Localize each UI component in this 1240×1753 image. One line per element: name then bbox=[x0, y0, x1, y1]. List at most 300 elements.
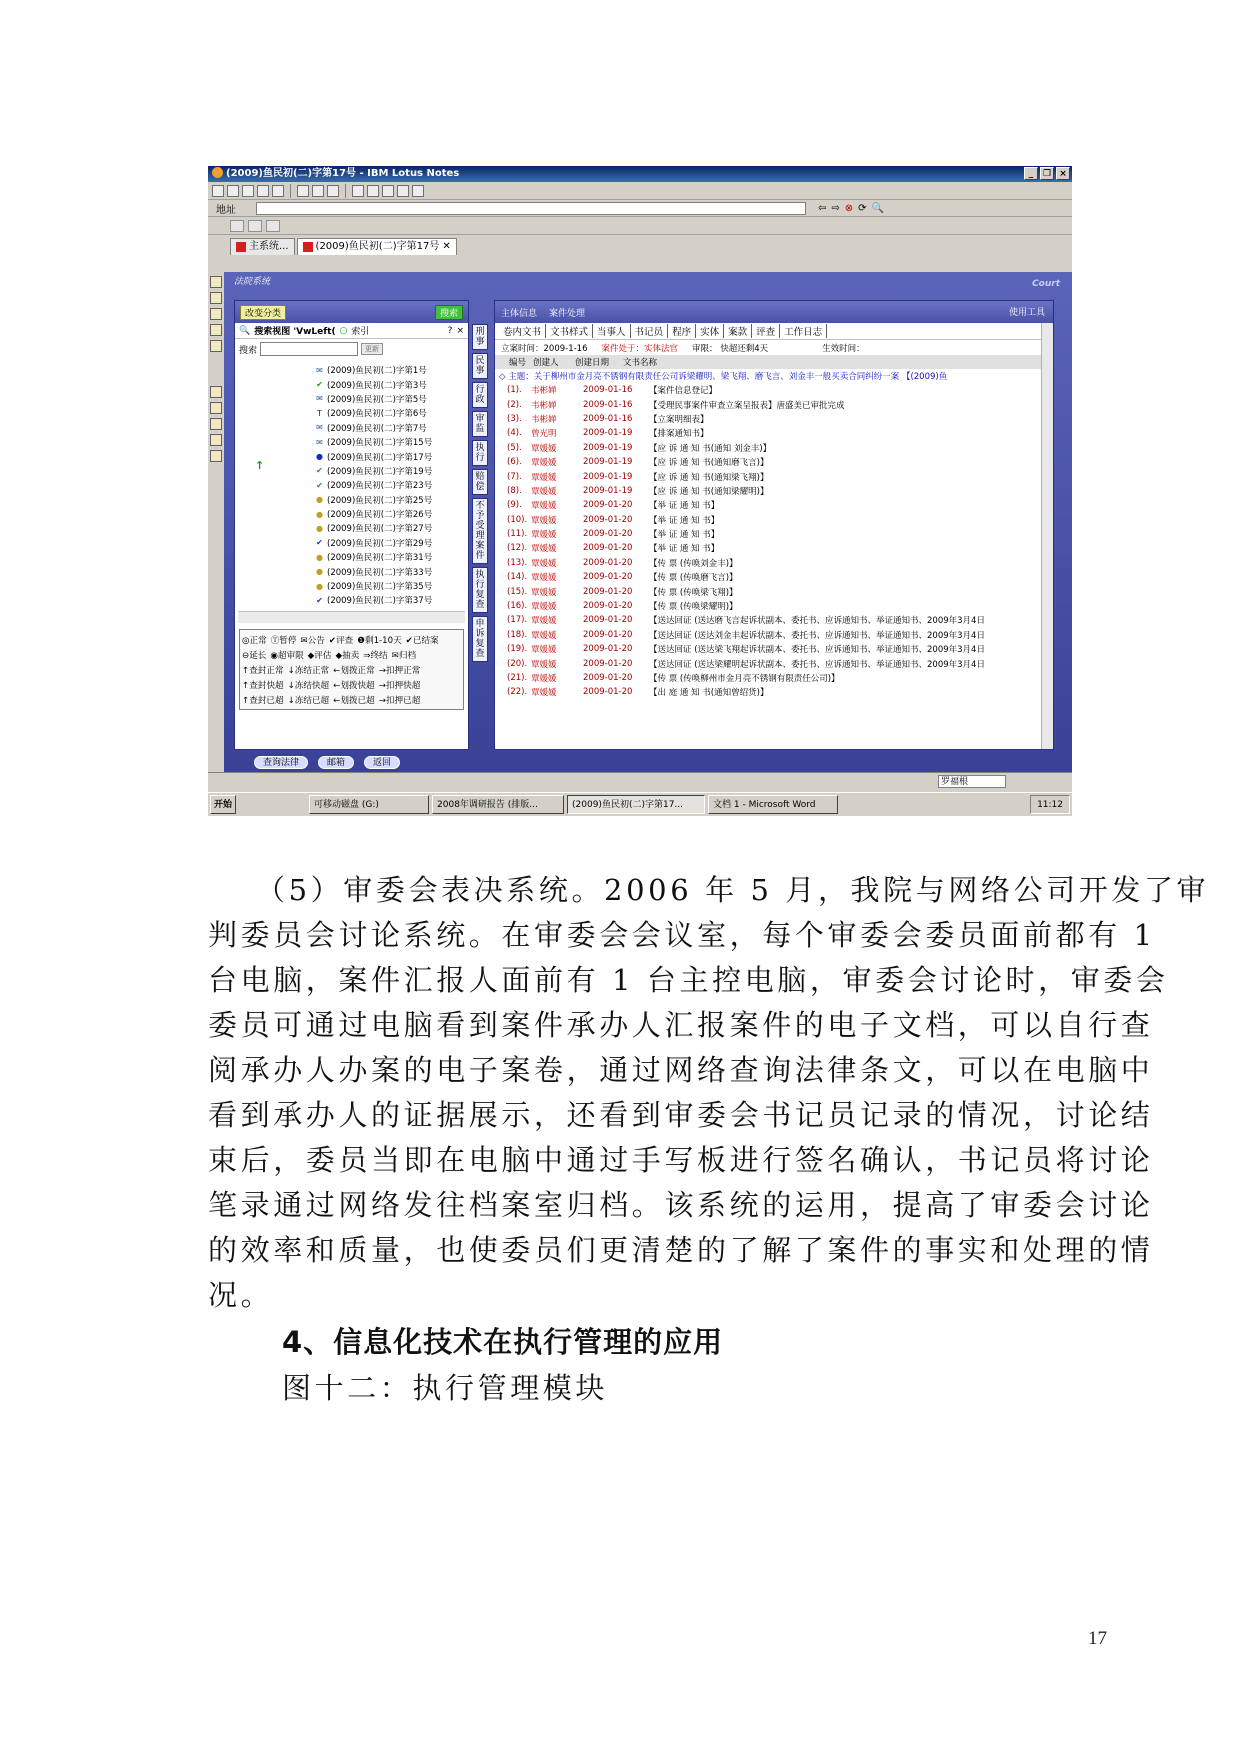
notes-screenshot bbox=[208, 166, 1072, 816]
side-tab[interactable]: 行政 bbox=[472, 382, 488, 408]
case-list-panel bbox=[234, 300, 469, 750]
document-row[interactable] bbox=[495, 556, 1053, 570]
case-status-icon: ✔ bbox=[316, 595, 323, 605]
doc-tab[interactable]: 书记员 bbox=[631, 324, 669, 338]
query-law-button[interactable]: 查询法律 bbox=[254, 756, 308, 769]
app-brand: 法院系统 bbox=[234, 277, 271, 287]
side-tab[interactable]: 申诉复查 bbox=[472, 616, 488, 662]
case-tree-label: (2009)鱼民初(二)字第33号 bbox=[327, 567, 433, 578]
legend-row bbox=[242, 632, 461, 647]
case-tree-item[interactable] bbox=[235, 493, 468, 507]
doc-tab[interactable]: 案款 bbox=[724, 324, 752, 338]
case-tree-item[interactable] bbox=[235, 449, 468, 463]
doc-date: 2009-01-20 bbox=[583, 629, 633, 640]
doc-date: 2009-01-20 bbox=[583, 514, 633, 525]
side-tab[interactable]: 执行 bbox=[472, 440, 488, 466]
doc-title: 【传 票 (传唤柳州市金月亮不锈钢有限责任公司)】 bbox=[649, 674, 840, 684]
open-icon[interactable] bbox=[227, 185, 239, 197]
move-down-icon[interactable] bbox=[367, 185, 379, 197]
doc-number: (19). bbox=[507, 644, 528, 655]
bookmark-icon[interactable] bbox=[210, 386, 222, 398]
mail-icon[interactable] bbox=[257, 185, 269, 197]
doc-title: 【应 诉 通 知 书(通知梁飞翔)】 bbox=[649, 472, 769, 483]
close-tab-icon[interactable]: ✕ bbox=[442, 241, 451, 252]
doc-creator: 覃媛媛 bbox=[531, 602, 557, 613]
document-row[interactable] bbox=[495, 656, 1053, 670]
doc-date: 2009-01-20 bbox=[583, 586, 633, 597]
task-report-doc[interactable]: 2008年调研报告 (排版... bbox=[432, 795, 564, 814]
case-status-icon: ✉ bbox=[316, 365, 323, 375]
help-icon[interactable]: ? bbox=[447, 325, 453, 336]
address-input[interactable] bbox=[256, 202, 806, 215]
bookmark-icon[interactable] bbox=[210, 418, 222, 430]
legend-item: ←划拨已超 bbox=[333, 695, 375, 706]
side-tab[interactable]: 执行复查 bbox=[472, 567, 488, 613]
paragraph-line: 束后，委员当即在电脑中通过手写板进行签名确认，书记员将讨论 bbox=[208, 1143, 1154, 1177]
case-tree-item[interactable] bbox=[235, 464, 468, 478]
document-row[interactable] bbox=[495, 455, 1053, 469]
case-tree-item[interactable] bbox=[235, 564, 468, 578]
doc-title: 【案件信息登记】 bbox=[649, 386, 718, 397]
back-button[interactable]: 返回 bbox=[364, 756, 400, 769]
minimize-button[interactable]: _ bbox=[1024, 167, 1038, 180]
document-row[interactable] bbox=[495, 613, 1053, 627]
doc-number: (5). bbox=[507, 442, 522, 453]
case-tree-item[interactable] bbox=[235, 392, 468, 406]
nav-buttons bbox=[818, 203, 884, 214]
paragraph-line: 台电脑，案件汇报人面前有 1 台主控电脑，审委会讨论时，审委会 bbox=[208, 963, 1169, 997]
doc-number: (13). bbox=[507, 557, 528, 568]
window-tabs bbox=[208, 235, 1072, 255]
doc-date: 2009-01-19 bbox=[583, 471, 633, 482]
case-status-icon: ● bbox=[316, 495, 323, 505]
address-bar bbox=[208, 200, 1072, 217]
case-tree-item[interactable] bbox=[235, 363, 468, 377]
paragraph-line: 笔录通过网络发往档案室归档。该系统的运用，提高了审委会讨论 bbox=[208, 1188, 1154, 1222]
legend-item: →扣押快超 bbox=[378, 680, 421, 691]
doc-creator: 覃媛媛 bbox=[531, 659, 557, 670]
legend-item: ◆评估 bbox=[307, 650, 332, 661]
legend-item: ←划拨正常 bbox=[333, 665, 375, 676]
legend-item: →扣押已超 bbox=[378, 695, 421, 706]
paragraph-line: 委员可通过电脑看到案件承办人汇报案件的电子文档，可以自行查 bbox=[208, 1008, 1154, 1042]
doc-date: 2009-01-20 bbox=[583, 543, 633, 554]
expand-icon[interactable] bbox=[382, 185, 394, 197]
document-row[interactable] bbox=[495, 541, 1053, 555]
case-tree-item[interactable] bbox=[235, 579, 468, 593]
close-icon[interactable]: × bbox=[456, 325, 464, 336]
back-icon[interactable]: ⇦ bbox=[818, 202, 827, 214]
doc-creator: 覃媛媛 bbox=[531, 501, 557, 512]
legend-item: ◎正常 bbox=[242, 635, 267, 646]
flag-icon bbox=[236, 242, 246, 252]
case-tree-label: (2009)鱼民初(二)字第31号 bbox=[327, 553, 433, 564]
col-date[interactable]: 创建日期 bbox=[575, 358, 610, 368]
doc-creator: 覃媛媛 bbox=[531, 630, 557, 641]
doc-title: 【送达回证 (送达梁飞翔起诉状副本、委托书、应诉通知书、举证通知书、2009年3月4日 bbox=[649, 645, 985, 656]
print-icon[interactable] bbox=[272, 185, 284, 197]
paragraph-line: 阅承办人办案的电子案卷，通过网络查询法律条文，可以在电脑中 bbox=[208, 1053, 1154, 1087]
doc-date: 2009-01-19 bbox=[583, 485, 633, 496]
doc-title: 【举 证 通 知 书】 bbox=[649, 530, 720, 541]
case-status-icon: ✔ bbox=[316, 380, 323, 390]
doc-tab[interactable]: 文书样式 bbox=[546, 324, 593, 338]
toolbar-button-icon[interactable] bbox=[248, 220, 262, 232]
doc-date: 2009-01-20 bbox=[583, 500, 633, 511]
side-tab[interactable]: 不予受理案件 bbox=[472, 498, 488, 564]
task-removable-disk[interactable]: 可移动磁盘 (G:) bbox=[309, 795, 429, 814]
case-tree-item[interactable] bbox=[235, 521, 468, 535]
doc-creator: 覃媛媛 bbox=[531, 645, 557, 656]
case-detail-header bbox=[495, 301, 1053, 323]
doc-number: (20). bbox=[507, 658, 528, 669]
search-row bbox=[235, 339, 468, 359]
doc-title: 【传 票 (传唤梁飞翔)】 bbox=[649, 587, 738, 598]
legend-item: ◉超审限 bbox=[270, 650, 304, 661]
doc-title: 【受理民事案件审查立案呈报表】唐盛美已审批完成 bbox=[649, 400, 845, 411]
move-up-icon[interactable] bbox=[352, 185, 364, 197]
case-status-icon: ✉ bbox=[316, 394, 323, 404]
secondary-toolbar bbox=[208, 217, 1072, 235]
doc-number: (1). bbox=[507, 385, 522, 396]
effective-time: 生效时间： bbox=[822, 343, 865, 354]
restore-button[interactable]: ❐ bbox=[1040, 167, 1054, 180]
app-header bbox=[224, 272, 1072, 294]
case-tree-label: (2009)鱼民初(二)字第23号 bbox=[327, 481, 433, 492]
doc-creator: 覃媛媛 bbox=[531, 530, 557, 541]
bottom-buttons bbox=[254, 756, 400, 769]
case-tree-item[interactable] bbox=[235, 593, 468, 607]
doc-number: (8). bbox=[507, 485, 522, 496]
doc-title: 【送达回证 (送达梁耀明起诉状副本、委托书、应诉通知书、举证通知书、2009年3月4日 bbox=[649, 659, 985, 670]
document-row[interactable] bbox=[495, 484, 1053, 498]
doc-title: 【传 票 (传唤磨飞言)】 bbox=[649, 573, 738, 584]
bookmark-icon[interactable] bbox=[210, 450, 222, 462]
tab-main-system[interactable]: 主系统... bbox=[230, 238, 295, 255]
document-row[interactable] bbox=[495, 570, 1053, 584]
case-status-icon: ✔ bbox=[316, 538, 323, 548]
doc-tab[interactable]: 卷内文书 bbox=[499, 324, 546, 338]
doc-date: 2009-01-20 bbox=[583, 529, 633, 540]
cut-icon[interactable] bbox=[297, 185, 309, 197]
case-tree-item[interactable] bbox=[235, 406, 468, 420]
case-detail-panel bbox=[494, 300, 1054, 750]
doc-number: (9). bbox=[507, 500, 522, 511]
current-user[interactable]: 罗福根 bbox=[938, 775, 1006, 788]
paragraph-line: 况。 bbox=[208, 1278, 274, 1312]
case-stage: 案件处于：实体法官 bbox=[601, 343, 679, 354]
toolbar-button-icon[interactable] bbox=[266, 220, 280, 232]
tools-button[interactable]: 使用工具 bbox=[1008, 308, 1045, 318]
case-tree-label: (2009)鱼民初(二)字第27号 bbox=[327, 524, 433, 535]
task-word-doc[interactable]: 文档 1 - Microsoft Word bbox=[708, 795, 838, 814]
case-tree-label: (2009)鱼民初(二)字第29号 bbox=[327, 538, 433, 549]
toolbar-divider bbox=[290, 184, 291, 198]
taskbar bbox=[208, 792, 1072, 816]
doc-date: 2009-01-16 bbox=[583, 399, 633, 410]
document-row[interactable] bbox=[495, 584, 1053, 598]
doc-title: 【排案通知书】 bbox=[649, 429, 709, 440]
doc-date: 2009-01-20 bbox=[583, 557, 633, 568]
home-icon[interactable] bbox=[212, 185, 224, 197]
legend-item: Ⓣ暂停 bbox=[270, 635, 297, 646]
bookmark-icon[interactable] bbox=[210, 292, 222, 304]
case-tree-item[interactable] bbox=[235, 478, 468, 492]
tab-case[interactable]: (2009)鱼民初(二)字第17号 ✕ bbox=[297, 238, 457, 255]
toolbar-button-icon[interactable] bbox=[230, 220, 244, 232]
search-icon: 🔍 bbox=[239, 325, 251, 336]
case-status-icon: ✉ bbox=[316, 423, 323, 433]
legend-item: ↑查封已超 bbox=[242, 695, 284, 706]
doc-creator: 覃媛媛 bbox=[531, 472, 557, 483]
collapse-icon[interactable] bbox=[397, 185, 409, 197]
legend-row bbox=[242, 662, 461, 677]
paragraph-line: 判委员会讨论系统。在审委会会议室，每个审委会委员面前都有 1 bbox=[208, 918, 1156, 952]
radio-icon[interactable]: ○ bbox=[339, 325, 348, 336]
doc-title: 【举 证 通 知 书】 bbox=[649, 544, 720, 555]
bookmark-icon[interactable] bbox=[210, 402, 222, 414]
case-status-icon: ✔ bbox=[316, 480, 323, 490]
bookmark-icon[interactable] bbox=[210, 276, 222, 288]
mailbox-button[interactable]: 邮箱 bbox=[318, 756, 354, 769]
case-status-icon: ● bbox=[316, 452, 323, 462]
case-status-icon: ✔ bbox=[316, 466, 323, 476]
document-row[interactable] bbox=[495, 513, 1053, 527]
search-go-button[interactable]: 更新 bbox=[361, 343, 383, 355]
system-clock: 11:12 bbox=[1030, 795, 1070, 814]
legend-item: ✔评查 bbox=[328, 635, 354, 646]
doc-date: 2009-01-20 bbox=[583, 601, 633, 612]
document-row[interactable] bbox=[495, 441, 1053, 455]
case-tree-item[interactable] bbox=[235, 377, 468, 391]
doc-title: 【举 证 通 知 书】 bbox=[649, 515, 720, 526]
doc-creator: 覃媛媛 bbox=[531, 443, 557, 454]
document-row[interactable] bbox=[495, 397, 1053, 411]
document-row[interactable] bbox=[495, 469, 1053, 483]
case-tree-item[interactable] bbox=[235, 507, 468, 521]
col-number[interactable]: 编号 bbox=[509, 358, 527, 368]
close-button[interactable]: × bbox=[1056, 167, 1070, 180]
case-tree-label: (2009)鱼民初(二)字第35号 bbox=[327, 582, 433, 593]
legend-item: ✉公告 bbox=[300, 635, 325, 646]
legend-item: ⊖延长 bbox=[242, 650, 267, 661]
case-status-icon: ● bbox=[316, 567, 323, 577]
bookmark-icon[interactable] bbox=[210, 340, 222, 352]
doc-date: 2009-01-20 bbox=[583, 673, 633, 683]
doc-number: (6). bbox=[507, 457, 522, 468]
case-list-header bbox=[235, 301, 468, 323]
doc-date: 2009-01-20 bbox=[583, 644, 633, 655]
main-toolbar bbox=[208, 182, 1072, 200]
status-bar bbox=[208, 772, 1072, 790]
doc-creator: 覃媛媛 bbox=[531, 616, 557, 627]
doc-creator: 覃媛媛 bbox=[531, 515, 557, 526]
paragraph-line: （5）审委会表决系统。2006 年 5 月，我院与网络公司开发了审 bbox=[256, 873, 1210, 907]
doc-number: (15). bbox=[507, 586, 528, 597]
doc-title: 【传 票 (传唤刘金丰)】 bbox=[649, 558, 738, 569]
search-button[interactable]: 搜索 bbox=[435, 305, 463, 320]
up-arrow-icon[interactable]: ↑ bbox=[255, 459, 265, 472]
doc-title: 【送达回证 (送达磨飞言起诉状副本、委托书、应诉通知书、举证通知书、2009年3月4日 bbox=[649, 616, 985, 627]
doc-title: 【立案明细表】 bbox=[649, 414, 709, 425]
legend-item: ❶剩1-10天 bbox=[357, 635, 402, 646]
horizontal-scrollbar[interactable] bbox=[238, 611, 465, 623]
doc-tab[interactable]: 当事人 bbox=[593, 324, 631, 338]
doc-number: (21). bbox=[507, 673, 528, 683]
document-row[interactable] bbox=[495, 412, 1053, 426]
filed-date: 立案时间：2009-1-16 bbox=[501, 343, 588, 354]
change-category-button[interactable]: 改变分类 bbox=[240, 305, 286, 320]
lotus-notes-logo-icon bbox=[212, 167, 223, 178]
subject-info-tab[interactable]: 主体信息 bbox=[501, 308, 538, 319]
copy-icon[interactable] bbox=[312, 185, 324, 197]
doc-creator: 覃媛媛 bbox=[531, 558, 557, 569]
doc-tab[interactable]: 程序 bbox=[668, 324, 696, 338]
bookmark-icon[interactable] bbox=[210, 308, 222, 320]
doc-number: (16). bbox=[507, 601, 528, 612]
case-type-tabs bbox=[472, 324, 490, 665]
doc-title: 【出 庭 通 知 书(通知曾绍货)】 bbox=[649, 688, 769, 699]
paste-icon[interactable] bbox=[327, 185, 339, 197]
bookmark-strip bbox=[208, 272, 224, 772]
case-tree-item[interactable] bbox=[235, 536, 468, 550]
search-view-label: 搜索视图 'VwLeft( bbox=[254, 327, 336, 337]
legend-row bbox=[242, 647, 461, 662]
document-row[interactable] bbox=[495, 599, 1053, 613]
body-paragraph bbox=[208, 868, 1210, 1318]
doc-date: 2009-01-16 bbox=[583, 385, 633, 396]
doc-creator: 覃媛媛 bbox=[531, 486, 557, 497]
doc-date: 2009-01-16 bbox=[583, 413, 633, 424]
paragraph-line: 看到承办人的证据展示，还看到审委会书记员记录的情况，讨论结 bbox=[208, 1098, 1154, 1132]
col-title[interactable]: 文书名称 bbox=[623, 358, 658, 368]
doc-tab[interactable]: 实体 bbox=[696, 324, 724, 338]
window-titlebar bbox=[208, 166, 1072, 182]
case-status-icon: ● bbox=[316, 523, 323, 533]
doc-date: 2009-01-20 bbox=[583, 615, 633, 626]
forward-icon[interactable]: ⇨ bbox=[831, 202, 840, 214]
col-creator[interactable]: 创建人 bbox=[533, 358, 559, 368]
doc-creator: 覃媛媛 bbox=[531, 688, 557, 699]
doc-creator: 韦彬婵 bbox=[531, 386, 557, 397]
task-notes-case[interactable]: (2009)鱼民初(二)字第17... bbox=[567, 795, 705, 814]
case-status-icon: ● bbox=[316, 552, 323, 562]
case-status-icon: ● bbox=[316, 581, 323, 591]
side-tab[interactable]: 赔偿 bbox=[472, 469, 488, 495]
address-label: 地址 bbox=[216, 204, 236, 216]
search-web-icon[interactable]: 🔍 bbox=[871, 202, 885, 214]
legend-item: ◆抽卖 bbox=[335, 650, 360, 661]
doc-date: 2009-01-19 bbox=[583, 457, 633, 468]
document-list bbox=[495, 383, 1053, 700]
doc-creator: 覃媛媛 bbox=[531, 573, 557, 584]
legend-item: →扣押正常 bbox=[378, 665, 421, 676]
index-label: 索引 bbox=[351, 327, 370, 337]
refresh-icon[interactable]: ⟳ bbox=[858, 202, 867, 214]
column-headers bbox=[495, 355, 1053, 369]
paragraph-line: 的效率和质量，也使委员们更清楚的了解了案件的事实和处理的情 bbox=[208, 1233, 1154, 1267]
doc-tab[interactable]: 评查 bbox=[752, 324, 780, 338]
doc-number: (17). bbox=[507, 615, 528, 626]
case-tree-label: (2009)鱼民初(二)字第19号 bbox=[327, 466, 433, 477]
new-icon[interactable] bbox=[242, 185, 254, 197]
search-input[interactable] bbox=[260, 342, 358, 356]
doc-creator: 覃媛媛 bbox=[531, 587, 557, 598]
start-button[interactable]: 开始 bbox=[210, 795, 236, 814]
bookmark-icon[interactable] bbox=[210, 324, 222, 336]
case-tree-label: (2009)鱼民初(二)字第17号 bbox=[327, 452, 433, 463]
stop-icon[interactable]: ⊗ bbox=[844, 202, 854, 214]
doc-creator: 覃媛媛 bbox=[531, 544, 557, 555]
document-row[interactable] bbox=[495, 426, 1053, 440]
doc-number: (11). bbox=[507, 529, 528, 540]
doc-tab[interactable]: 工作日志 bbox=[780, 324, 827, 338]
case-tree-item[interactable] bbox=[235, 550, 468, 564]
time-limit: 审限： 快超还剩4天 bbox=[692, 343, 769, 354]
case-subject[interactable]: ◇ 主题：关于柳州市金月亮不锈钢有限责任公司诉梁耀明、梁飞翔、磨飞言、刘金丰一般买卖合同纠纷一案 【(2009)鱼 bbox=[499, 372, 948, 382]
document-row[interactable] bbox=[495, 498, 1053, 512]
document-row[interactable] bbox=[495, 527, 1053, 541]
case-tree-item[interactable] bbox=[235, 435, 468, 449]
page-number: 17 bbox=[1088, 1628, 1107, 1649]
case-tree-item[interactable] bbox=[235, 421, 468, 435]
search-field-label: 搜索 bbox=[239, 345, 258, 356]
doc-creator: 韦彬婵 bbox=[531, 400, 557, 411]
document-row[interactable] bbox=[495, 671, 1053, 685]
legend-item: ✉归档 bbox=[391, 650, 417, 661]
window-controls bbox=[1024, 167, 1070, 180]
legend-item: ⇒终结 bbox=[363, 650, 388, 661]
search-icon[interactable] bbox=[412, 185, 424, 197]
doc-date: 2009-01-19 bbox=[583, 428, 633, 439]
doc-title: 【应 诉 通 知 书(通知磨飞言)】 bbox=[649, 458, 769, 469]
doc-date: 2009-01-20 bbox=[583, 658, 633, 669]
doc-number: (14). bbox=[507, 572, 528, 583]
court-app-frame bbox=[224, 272, 1072, 772]
section-heading: 4、信息化技术在执行管理的应用 bbox=[282, 1325, 724, 1359]
document-row[interactable] bbox=[495, 383, 1053, 397]
legend-item: ↓冻结已超 bbox=[287, 695, 330, 706]
case-tree-label: (2009)鱼民初(二)字第3号 bbox=[327, 380, 427, 391]
flag-icon bbox=[303, 242, 313, 252]
bookmark-icon[interactable] bbox=[210, 434, 222, 446]
document-row[interactable] bbox=[495, 685, 1053, 699]
doc-title: 【举 证 通 知 书】 bbox=[649, 501, 720, 512]
doc-number: (12). bbox=[507, 543, 528, 554]
doc-date: 2009-01-19 bbox=[583, 442, 633, 453]
doc-number: (3). bbox=[507, 413, 522, 424]
side-tab[interactable]: 民事 bbox=[472, 353, 488, 379]
side-tab[interactable]: 刑事 bbox=[472, 324, 488, 350]
case-status-icon: T bbox=[317, 408, 322, 418]
vertical-scrollbar[interactable] bbox=[1041, 323, 1053, 749]
document-tabs bbox=[495, 323, 1053, 340]
doc-date: 2009-01-20 bbox=[583, 687, 633, 698]
doc-title: 【传 票 (传唤梁耀明)】 bbox=[649, 602, 738, 613]
doc-number: (2). bbox=[507, 399, 522, 410]
side-tab[interactable]: 审监 bbox=[472, 411, 488, 437]
case-status-icon: ✉ bbox=[316, 437, 323, 447]
app-logo: Court bbox=[1032, 279, 1060, 289]
doc-creator: 覃媛媛 bbox=[531, 674, 557, 684]
search-view-row bbox=[235, 323, 468, 339]
status-legend bbox=[239, 629, 464, 710]
doc-number: (7). bbox=[507, 471, 522, 482]
case-processing-tab[interactable]: 案件处理 bbox=[549, 308, 586, 319]
case-tree-label: (2009)鱼民初(二)字第25号 bbox=[327, 495, 433, 506]
document-row[interactable] bbox=[495, 628, 1053, 642]
document-row[interactable] bbox=[495, 642, 1053, 656]
